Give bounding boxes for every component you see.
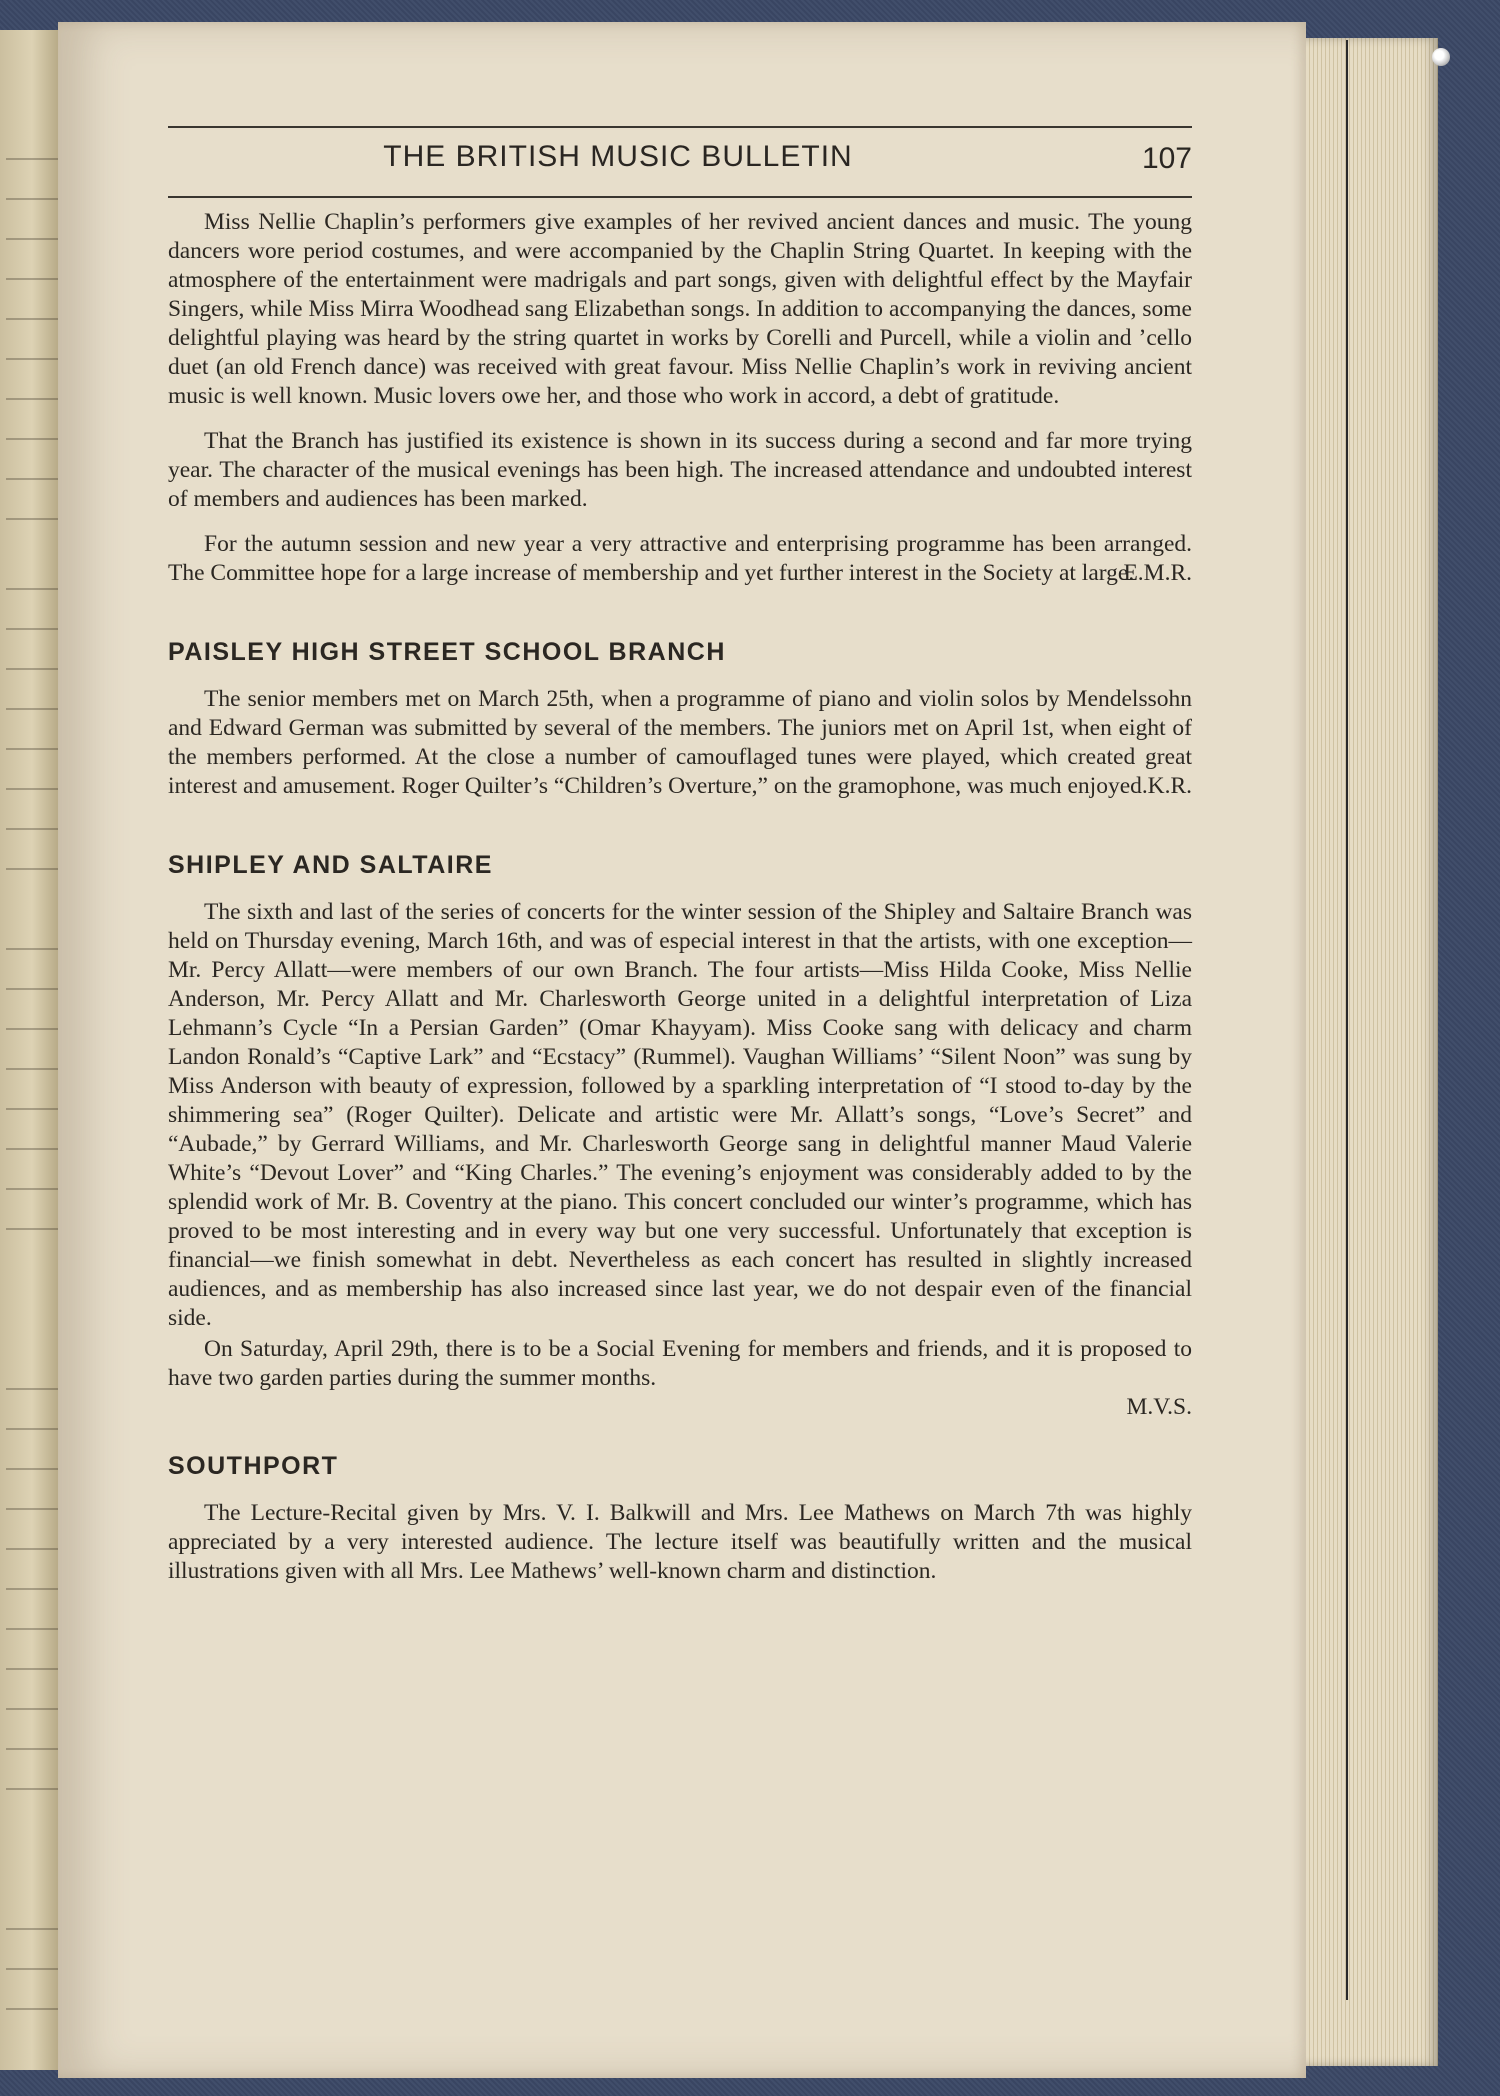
section-heading: PAISLEY HIGH STREET SCHOOL BRANCH [168, 638, 726, 666]
section-heading: SOUTHPORT [168, 1452, 339, 1480]
signature: K.R. [1147, 773, 1192, 799]
header-rule-bottom [168, 196, 1192, 198]
page-number: 107 [1141, 142, 1192, 175]
page-body [168, 208, 1192, 1602]
signature: M.V.S. [1126, 1394, 1192, 1420]
paragraph: The Lecture-Recital given by Mrs. V. I. Balkwill and Mrs. Lee Mathews on March 7th was highly appreciated by a very interested audience. The lecture itself was beautifully written and the musical illustrations given with all Mrs. Lee Mathews’ well-known charm and distinction. [168, 1500, 1192, 1584]
page-edges [1298, 38, 1438, 2066]
running-title: THE BRITISH MUSIC BULLETIN [383, 140, 853, 173]
paragraph: Miss Nellie Chaplin’s performers give examples of her revived ancient dances and music. The young dancers wore period costumes, and were accompanied by the Chaplin String Quartet. In keeping with the atmosphere of the entertainment were madrigals and part songs, given with delightful effect by the Mayfair Singers, while Miss Mirra Woodhead sang Elizabethan songs. In addition to accompanying the dances, some delightful playing was heard by the string quartet in works by Corelli and Purcell, while a violin and ’cello duet (an old French dance) was received with great favour. Miss Nellie Chaplin’s work in reviving ancient music is well known. Music lovers owe her, and those who work in accord, a debt of gratitude. [168, 209, 1192, 409]
paragraph: The senior members met on March 25th, when a programme of piano and violin solos by Mendelssohn and Edward German was submitted by several of the members. The juniors met on April 1st, when eight of the members performed. At the close a number of camouflaged tunes were played, which created great interest and amusement. Roger Quilter’s “Children’s Overture,” on the gramophone, was much enjoyed. [168, 686, 1192, 799]
paragraph: On Saturday, April 29th, there is to be a Social Evening for members and friends, and it is proposed to have two garden parties during the summer months. [168, 1336, 1192, 1391]
binding-line [1346, 40, 1348, 2000]
signature: E.M.R. [1123, 560, 1192, 586]
clasp-icon [1432, 48, 1450, 66]
paragraph: For the autumn session and new year a very attractive and enterprising programme has been arranged. The Committee hope for a large increase of membership and yet further interest in the Society at large. [168, 531, 1192, 586]
paragraph: That the Branch has justified its existence is shown in its success during a second and far more trying year. The character of the musical evenings has been high. The increased attendance and undoubted interest of members and audiences has been marked. [168, 428, 1192, 512]
facing-page-edge [0, 30, 58, 2070]
section-heading: SHIPLEY AND SALTAIRE [168, 851, 493, 879]
running-header [168, 104, 1192, 200]
book-page [58, 22, 1306, 2078]
paragraph: The sixth and last of the series of concerts for the winter session of the Shipley and Saltaire Branch was held on Thursday evening, March 16th, and was of especial interest in that the artists, with one exception—Mr. Percy Allatt—were members of our own Branch. The four artists—Miss Hilda Cooke, Miss Nellie Anderson, Mr. Percy Allatt and Mr. Charlesworth George united in a delightful interpretation of Liza Lehmann’s Cycle “In a Persian Garden” (Omar Khayyam). Miss Cooke sang with delicacy and charm Landon Ronald’s “Captive Lark” and “Ecstacy” (Rummel). Vaughan Williams’ “Silent Noon” was sung by Miss Anderson with beauty of expression, followed by a sparkling interpretation of “I stood to-day by the shimmering sea” (Roger Quilter). Delicate and artistic were Mr. Allatt’s songs, “Love’s Secret” and “Aubade,” by Gerrard Williams, and Mr. Charlesworth George sang in delightful manner Maud Valerie White’s “Devout Lover” and “King Charles.” The evening’s enjoyment was considerably added to by the splendid work of Mr. B. Coventry at the piano. This concert concluded our winter’s programme, which has proved to be most interesting and in every way but one very successful. Unfortunately that exception is financial—we finish somewhat in debt. Nevertheless as each concert has resulted in slightly increased audiences, and as membership has also increased since last year, we do not despair even of the financial side. [168, 899, 1192, 1331]
header-rule-top [168, 126, 1192, 128]
